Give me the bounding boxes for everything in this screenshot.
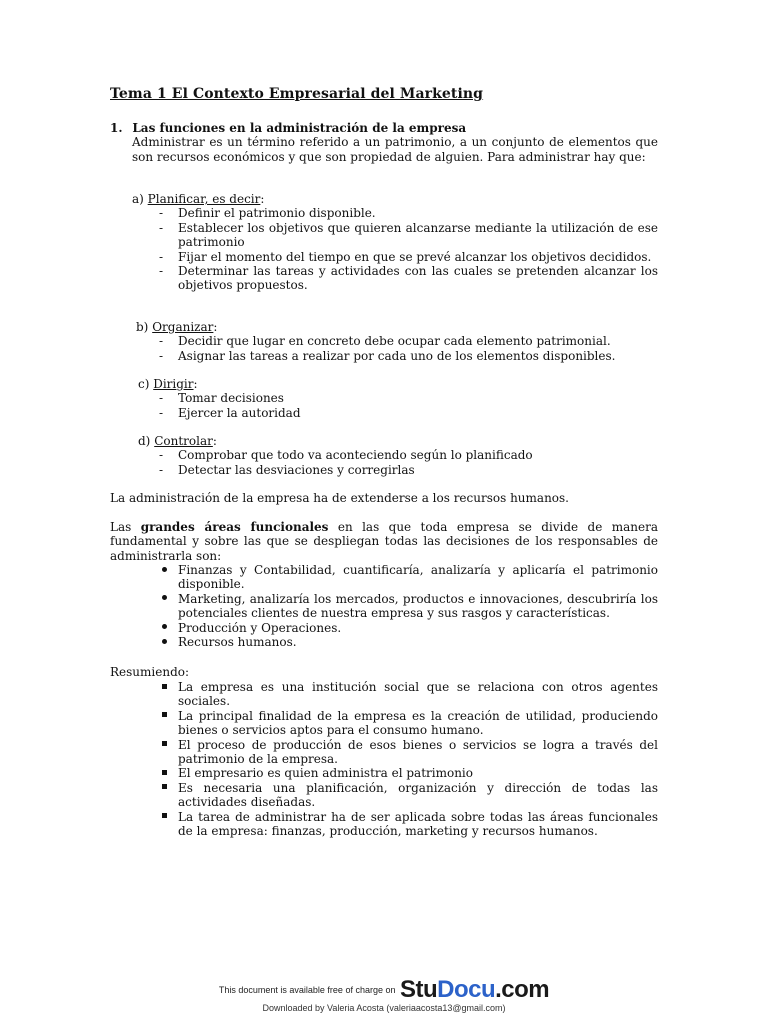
summary-list	[156, 680, 658, 838]
areas-intro-pre: Las	[110, 520, 141, 534]
group-heading	[132, 192, 658, 206]
availability-text: This document is available free of charge on	[218, 985, 396, 995]
group-prefix: a)	[132, 192, 148, 206]
group-label: Controlar	[154, 434, 213, 448]
list-item-text: Marketing, analizaría los mercados, productos e innovaciones, descubriría los potenciales clientes de nuestra empresa y sus rasgos y características.	[178, 591, 658, 621]
list-item: - Fijar el momento del tiempo en que se prevé alcanzar los objetivos decididos.	[156, 250, 658, 264]
group-suffix: :	[213, 320, 218, 334]
bullet-square-icon	[156, 738, 172, 752]
logo-part-docu: Docu	[437, 976, 496, 1003]
bullet-square-icon	[156, 680, 172, 694]
group-prefix: d)	[138, 434, 155, 448]
group-label: Organizar	[152, 320, 214, 334]
dash-list	[156, 448, 658, 477]
list-item	[156, 738, 658, 767]
group-organizar	[136, 320, 658, 363]
list-item	[156, 680, 658, 709]
list-item-text: La empresa es una institución social que se relaciona con otros agentes sociales.	[178, 680, 658, 709]
group-heading	[138, 434, 658, 448]
logo-part-com: .com	[495, 976, 550, 1003]
dash-list	[156, 206, 658, 292]
hr-paragraph: La administración de la empresa ha de extenderse a los recursos humanos.	[110, 491, 569, 505]
bullet-dot-icon	[156, 635, 172, 649]
group-label: Dirigir	[153, 377, 194, 391]
summary-heading: Resumiendo:	[110, 665, 190, 679]
list-item: - Decidir que lugar en concreto debe ocupar cada elemento patrimonial.	[156, 334, 658, 348]
list-item: - Comprobar que todo va aconteciendo según lo planificado	[156, 448, 658, 462]
bullet-dot-icon	[156, 621, 172, 635]
list-item-text: La tarea de administrar ha de ser aplicada sobre todas las áreas funcionales de la empresa: finanzas, producción, marketing y recursos humanos.	[178, 809, 658, 839]
bullet-square-icon	[156, 810, 172, 824]
group-planificar	[132, 192, 658, 293]
download-line: Downloaded by Valeria Acosta (valeriaacosta13@gmail.com)	[262, 1003, 506, 1013]
list-item	[156, 810, 658, 839]
group-suffix: :	[193, 377, 198, 391]
bullet-dot-icon	[156, 563, 172, 577]
list-item	[156, 635, 658, 649]
section-1	[110, 121, 658, 164]
dash-list	[156, 334, 658, 363]
areas-list-wrap	[156, 563, 658, 649]
section-1-intro: Administrar es un término referido a un patrimonio, a un conjunto de elementos que son recursos económicos y que son propiedad de alguien. Para administrar hay que:	[132, 135, 658, 164]
logo-part-stu: Stu	[399, 976, 438, 1003]
bullet-square-icon	[156, 766, 172, 780]
section-1-heading	[110, 121, 658, 135]
list-item-text: Producción y Operaciones.	[178, 620, 342, 635]
bullet-square-icon	[156, 709, 172, 723]
group-suffix: :	[212, 434, 217, 448]
page-title: Tema 1 El Contexto Empresarial del Marketing	[110, 86, 484, 102]
list-item-text: Es necesaria una planificación, organización y dirección de todas las actividades diseñadas.	[178, 780, 658, 810]
areas-intro-bold: grandes áreas funcionales	[140, 520, 329, 534]
areas-intro	[110, 520, 658, 563]
summary-list-wrap	[156, 680, 658, 838]
group-dirigir	[138, 377, 658, 420]
areas-list	[156, 563, 658, 649]
list-item-text: La principal finalidad de la empresa es la creación de utilidad, produciendo bienes o servicios aptos para el consumo humano.	[178, 708, 658, 738]
list-item: - Ejercer la autoridad	[156, 406, 658, 420]
dash-list	[156, 391, 658, 420]
list-item-text: Recursos humanos.	[178, 635, 297, 650]
group-label: Planificar, es decir	[147, 192, 261, 206]
list-item: - Definir el patrimonio disponible.	[156, 206, 658, 220]
group-heading	[136, 320, 658, 334]
list-item	[156, 563, 658, 592]
list-item	[156, 592, 658, 621]
group-prefix: c)	[138, 377, 154, 391]
list-item-text: El proceso de producción de esos bienes o servicios se logra a través del patrimonio de la empresa.	[178, 737, 658, 767]
areas-intro-post: en las que toda empresa se divide de manera fundamental y sobre las que se despliegan todas las decisiones de los responsables de administrarla son:	[110, 520, 659, 563]
list-item-text: El empresario es quien administra el patrimonio	[178, 766, 473, 781]
group-suffix: :	[260, 192, 265, 206]
section-heading: Las funciones en la administración de la empresa	[132, 121, 467, 135]
section-number: 1.	[110, 121, 123, 135]
studocu-banner	[0, 976, 768, 1004]
group-heading	[138, 377, 658, 391]
list-item: - Asignar las tareas a realizar por cada uno de los elementos disponibles.	[156, 349, 658, 363]
list-item	[156, 709, 658, 738]
list-item	[156, 766, 658, 780]
group-controlar	[138, 434, 658, 477]
list-item: - Determinar las tareas y actividades con las cuales se pretenden alcanzar los objetivos propuestos.	[156, 264, 658, 293]
bullet-square-icon	[156, 781, 172, 795]
list-item	[156, 781, 658, 810]
list-item: - Tomar decisiones	[156, 391, 658, 405]
list-item	[156, 621, 658, 635]
list-item: - Establecer los objetivos que quieren alcanzarse mediante la utilización de ese patrimonio	[156, 221, 658, 250]
group-prefix: b)	[136, 320, 153, 334]
bullet-dot-icon	[156, 592, 172, 606]
studocu-logo[interactable]	[400, 976, 549, 1003]
list-item-text: Finanzas y Contabilidad, cuantificaría, analizaría y aplicaría el patrimonio disponible.	[178, 563, 658, 592]
list-item: - Detectar las desviaciones y corregirlas	[156, 463, 658, 477]
